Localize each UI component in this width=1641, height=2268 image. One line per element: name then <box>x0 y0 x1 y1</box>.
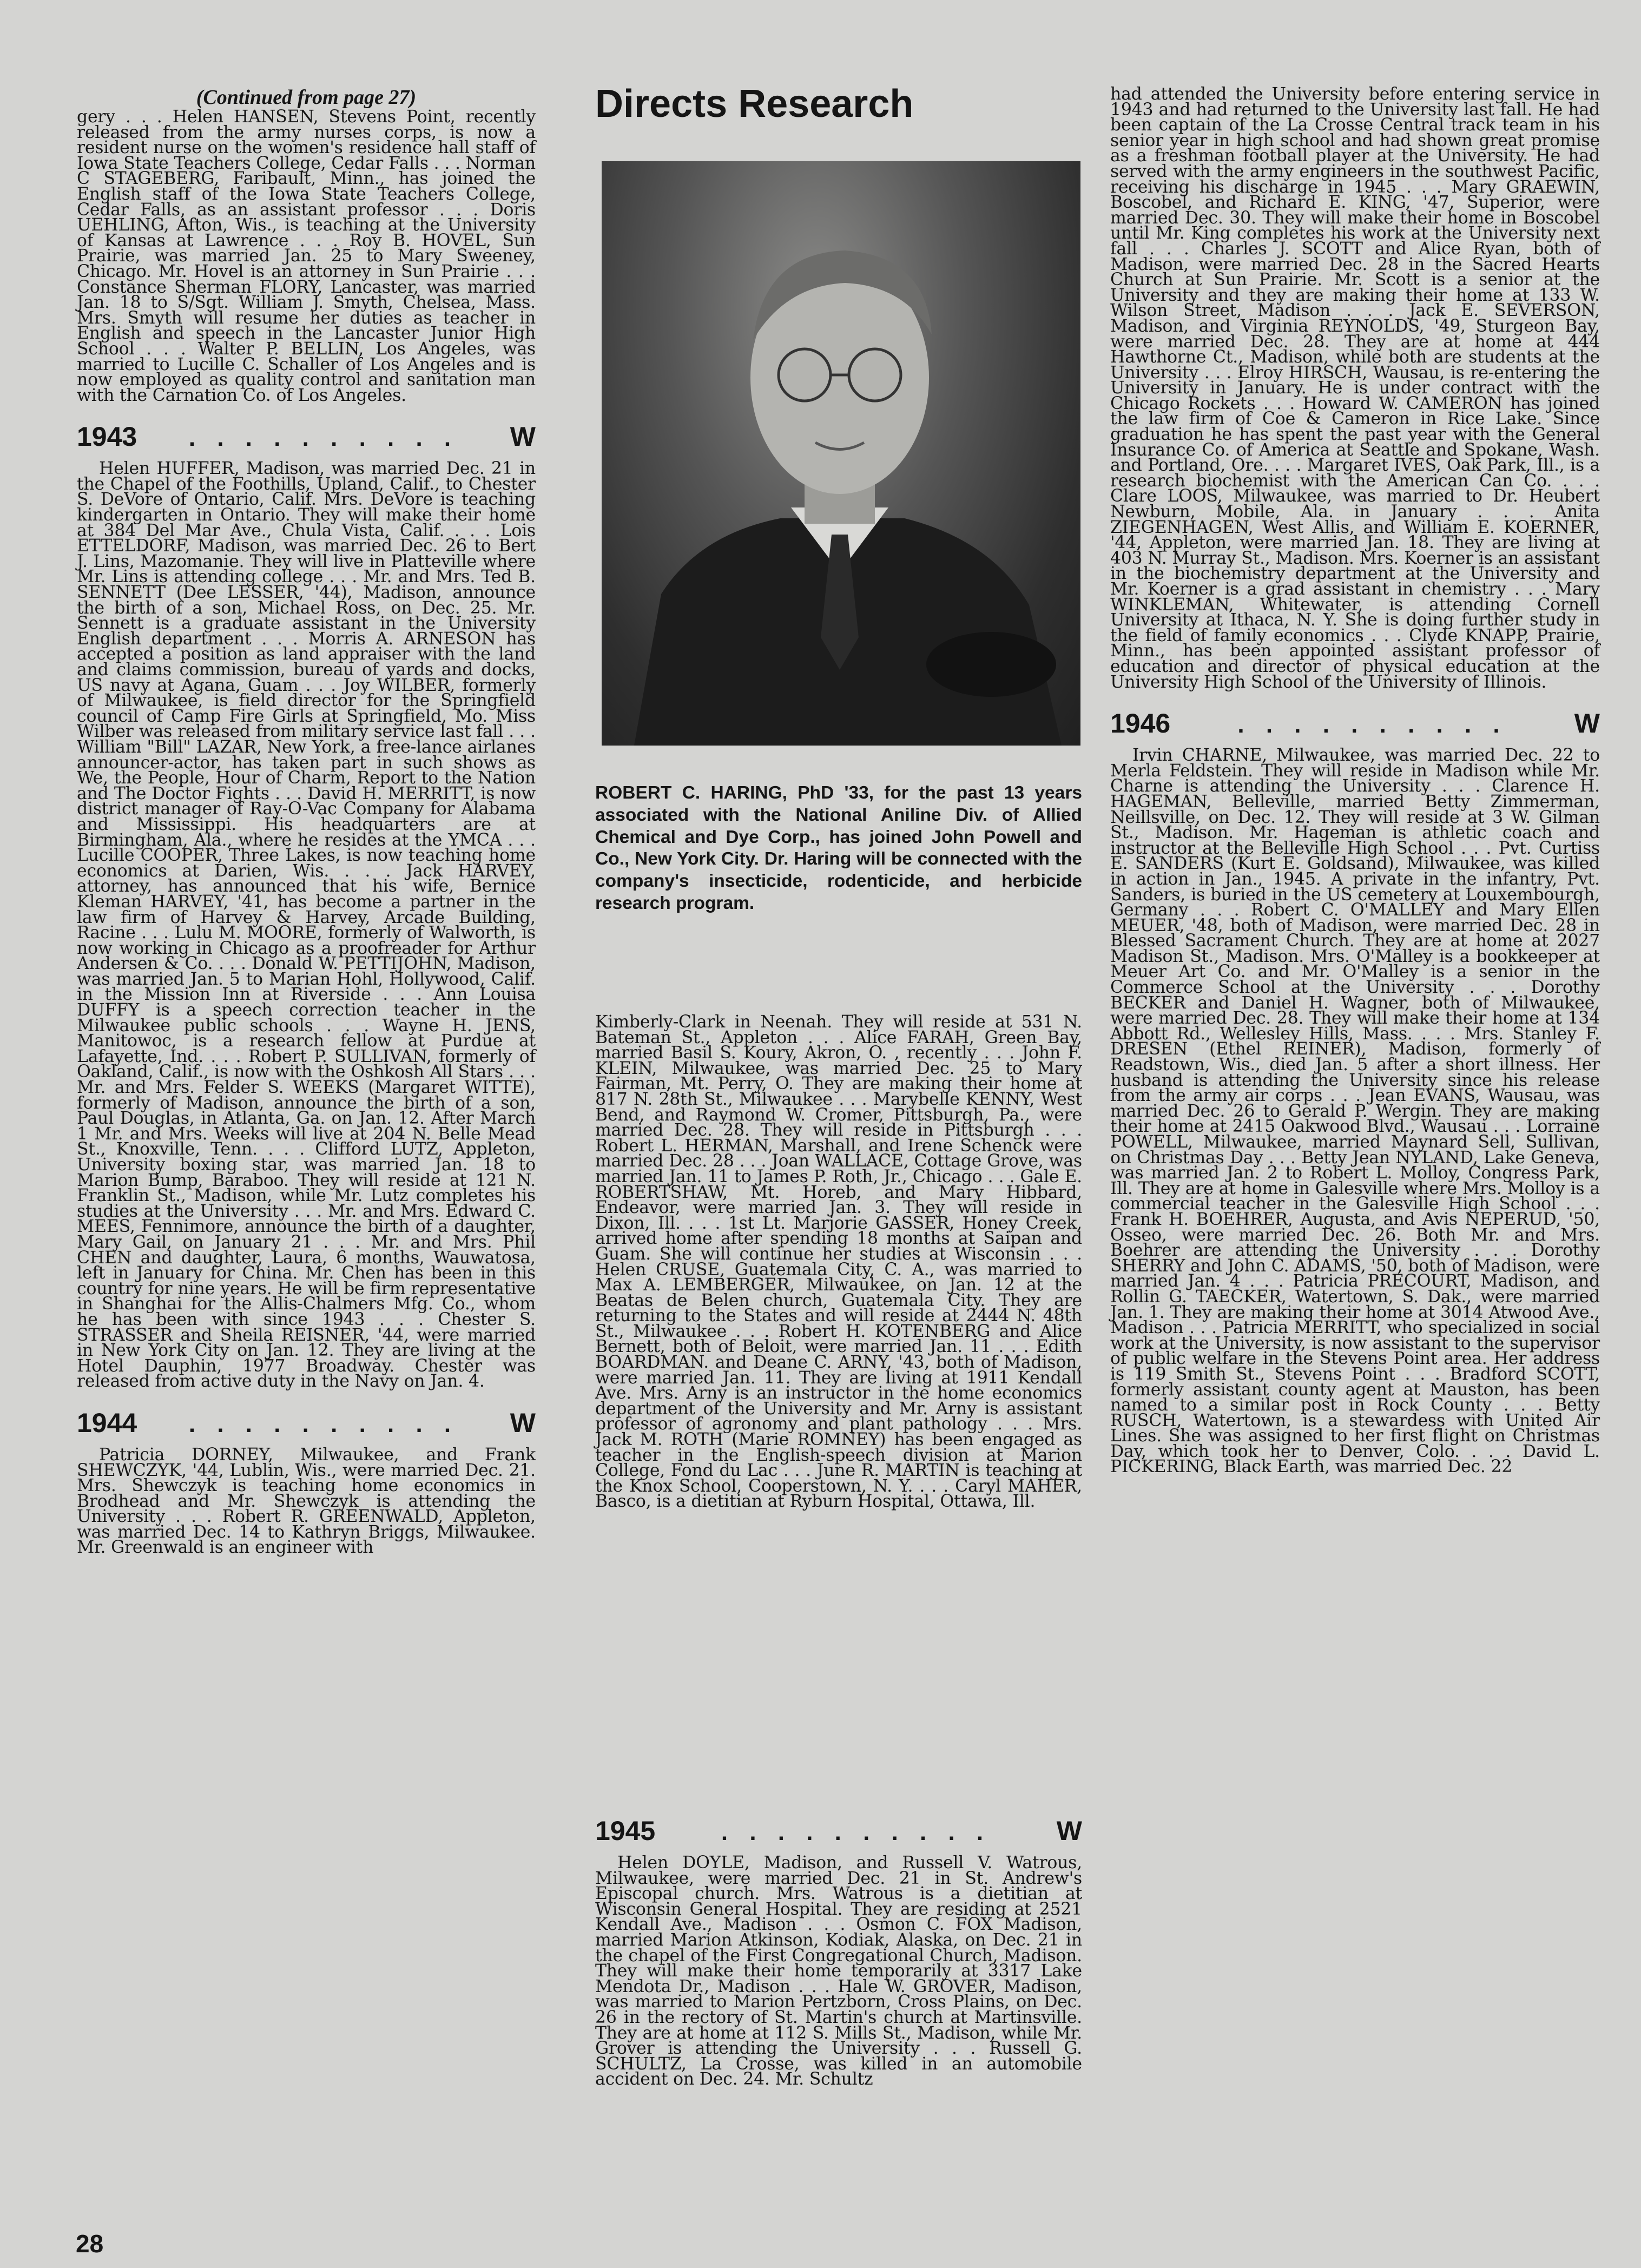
column-middle-continued <box>595 1012 1082 1512</box>
section-year: 1945 <box>595 1816 656 1846</box>
section-letter: W <box>1574 708 1600 739</box>
section-heading-1946 <box>1110 708 1600 740</box>
section-letter: W <box>510 1407 536 1438</box>
section-heading-1943 <box>77 421 536 453</box>
section-year: 1944 <box>77 1407 137 1438</box>
class-notes-1946: Irvin CHARNE, Milwaukee, was married Dec. 22 to Merla Feldstein. They will reside in Madison while Mr. Charne is attending the University . . . Clarence H. HAGEMAN, Belleville, married Betty Zimmerman, Neillsville, on Dec. 12. They will reside at 3 W. Gilman St., Madison. Mr. Hageman is athletic coach and instructor at the Belleville High School . . . Pvt. Curtiss E. SANDERS (Kurt E. Goldsand), Milwaukee, was killed in action in Jan., 1945. A private in the infantry, Pvt. Sanders, is buried in the US cemetery at Louxembourgh, Germany . . . Robert C. O'MALLEY and Mary Ellen MEUER, '48, both of Madison, were married Dec. 28 in Blessed Sacrament Church. They are at home at 2027 Madison St., Madison. Mrs. O'Malley is a bookkeeper at Meuer Art Co. and Mr. O'Malley is a senior in the Commerce School at the University . . . Dorothy BECKER and Daniel H. Wagner, both of Milwaukee, were married Dec. 28. They will make their home at 134 Abbott Rd., Wellesley Hills, Mass. . . . Mrs. Stanley F. DRESEN (Ethel REINER), Madison, formerly of Readstown, Wis., died Jan. 5 after a short illness. Her husband is attending the University since his release from the army air corps . . . Jean EVANS, Wausau, was married Dec. 26 to Gerald P. Wergin. They are making their home at 2415 Oakwood Blvd., Wausau . . . Lorraine POWELL, Milwaukee, married Maynard Sell, Sullivan, on Christmas Day . . . Betty Jean NYLAND, Lake Geneva, was married Jan. 2 to Robert L. Molloy, Congress Park, Ill. They are at home in Galesville where Mrs. Molloy is a commercial teacher in the Galesville High School . . . Frank H. BOEHRER, Augusta, and Avis NEPERUD, '50, Osseo, were married Dec. 26. Both Mr. and Mrs. Boehrer are attending the University . . . Dorothy SHERRY and John C. ADAMS, '50, both of Madison, were married Jan. 4 . . . Patricia PRECOURT, Madison, and Rollin G. TAECKER, Watertown, S. Dak., were married Jan. 1. They are making their home at 3014 Atwood Ave., Madison . . . Patricia MERRITT, who specialized in social work at the University, is now assistant to the supervisor of public welfare in the Stevens Point area. Her address is 119 Smith St., Stevens Point . . . Bradford SCOTT, formerly assistant county agent at Mauston, has been named to a similar post in Rock County . . . Betty RUSCH, Watertown, is a stewardess with United Air Lines. She was assigned to her first flight on Christmas Day, which took her to Denver, Colo. . . . David L. PICKERING, Black Earth, was married Dec. 22 <box>1110 746 1600 1477</box>
column-right <box>1110 84 1600 1477</box>
section-letter: W <box>510 421 536 452</box>
column-middle-1945 <box>595 1816 1082 2087</box>
section-dots: . . . . . . . . . . <box>188 425 459 452</box>
class-notes-1944: Patricia DORNEY, Milwaukee, and Frank SHEWCZYK, '44, Lublin, Wis., were married Dec. 21. Mrs. Shewczyk is teaching home economics in Brodhead and Mr. Shewczyk is attending the University . . . Robert R. GREENWALD, Appleton, was married Dec. 14 to Kathryn Briggs, Milwaukee. Mr. Greenwald is an engineer with <box>77 1445 536 1558</box>
section-year: 1943 <box>77 421 137 452</box>
section-dots: . . . . . . . . . . <box>1237 711 1507 739</box>
class-notes-1944-continued: Kimberly-Clark in Neenah. They will reside at 531 N. Bateman St., Appleton . . . Alice FARAH, Green Bay, married Basil S. Koury, Akron, O. , recently . . . John F. KLEIN, Milwaukee, was married Dec. 25 to Mary Fairman, Mt. Perry, O. They are making their home at 817 N. 28th St., Milwaukee . . . Marybelle KENNY, West Bend, and Raymond W. Cromer, Pittsburgh, Pa., were married Dec. 28. They will reside in Pittsburgh . . . Robert L. HERMAN, Marshall, and Irene Schenck were married Dec. 28 . . . Joan WALLACE, Cottage Grove, was married Jan. 11 to James P. Roth, Jr., Chicago . . . Gale E. ROBERTSHAW, Mt. Horeb, and Mary Hibbard, Endeavor, were married Jan. 3. They will reside in Dixon, Ill. . . . 1st Lt. Marjorie GASSER, Honey Creek, arrived home after spending 18 months at Saipan and Guam. She will continue her studies at Wisconsin . . . Helen CRUSE, Guatemala City, C. A., was married to Max A. LEMBERGER, Milwaukee, on Jan. 12 at the Beatas de Belen church, Guatemala City. They are returning to the States and will reside at 2444 N. 48th St., Milwaukee . . . Robert H. KOTENBERG and Alice Bernett, both of Beloit, were married Jan. 11 . . . Edith BOARDMAN. and Deane C. ARNY, '43, both of Madison, were married Jan. 11. They are living at 1911 Kendall Ave. Mrs. Arny is an instructor in the home economics department of the University and Mr. Arny is assistant professor of agronomy and plant pathology . . . Mrs. Jack M. ROTH (Marie ROMNEY) has been engaged as teacher in the English-speech division at Marion College, Fond du Lac . . . June R. MARTIN is teaching at the Knox School, Cooperstown, N. Y. . . . Caryl MAHER, Basco, is a dietitian at Ryburn Hospital, Ottawa, Ill. <box>595 1012 1082 1512</box>
section-heading-1945 <box>595 1816 1082 1848</box>
section-dots: . . . . . . . . . . <box>188 1410 459 1438</box>
section-year: 1946 <box>1110 708 1171 739</box>
photo-caption: ROBERT C. HARING, PhD '33, for the past 13 years associated with the National Aniline Div. of Allied Chemical and Dye Corp., has joined John Powell and Co., New York City. Dr. Haring will be connected with the company's insecticide, rodenticide, and herbicide research program. <box>595 783 1082 913</box>
continued-note: (Continued from page 27) <box>196 86 417 109</box>
article-headline: Directs Research <box>595 82 914 126</box>
portrait-photo <box>602 161 1080 746</box>
class-notes-1945-continued: had attended the University before entering service in 1943 and had returned to the University last fall. He had been captain of the La Crosse Central track team in his senior year in high school and had shown great promise as a freshman football player at the University. He had served with the army engineers in the southwest Pacific, receiving his discharge in 1945 . . . Mary GRAEWIN, Boscobel, and Richard E. KING, '47, Superior, were married Dec. 30. They will make their home in Boscobel until Mr. King completes his work at the University next fall . . . Charles J. SCOTT and Alice Ryan, both of Madison, were married Dec. 28 in the Sacred Hearts Church at Sun Prairie. Mr. Scott is a senior at the University and they are making their home at 133 W. Wilson Street, Madison . . . Jack E. SEVERSON, Madison, and Virginia REYNOLDS, '49, Sturgeon Bay, were married Dec. 28. They are at home at 444 Hawthorne Ct., Madison, while both are students at the University . . . Elroy HIRSCH, Wausau, is re-entering the University in January. He is under contract with the Chicago Rockets . . . Howard W. CAMERON has joined the law firm of Coe & Cameron in Rice Lake. Since graduation he has spent the past year with the General Insurance Co. of America at Seattle and Spokane, Wash. and Portland, Ore. . . . Margaret IVES, Oak Park, Ill., is a research biochemist with the American Can Co. . . . Clare LOOS, Milwaukee, was married to Dr. Heubert Newburn, Mobile, Ala. in January . . . Anita ZIEGENHAGEN, West Allis, and William E. KOERNER, '44, Appleton, were married Jan. 18. They are living at 403 N. Murray St., Madison. Mrs. Koerner is an assistant in the biochemistry department at the University and Mr. Koerner is a grad assistant in chemistry . . . Mary WINKLEMAN, Whitewater, is attending Cornell University at Ithaca, N. Y. She is doing further study in the field of family economics . . . Clyde KNAPP, Prairie, Minn., has been appointed assistant professor of education and director of physical education at the University High School of the University of Illinois. <box>1110 84 1600 692</box>
column-left <box>77 86 536 1558</box>
page-number: 28 <box>76 2230 104 2258</box>
class-notes-1945: Helen DOYLE, Madison, and Russell V. Watrous, Milwaukee, were married Dec. 21 in St. Andrew's Episcopal church. Mrs. Watrous is a dietitian at Wisconsin General Hospital. They are residing at 2521 Kendall Ave., Madison . . . Osmon C. FOX Madison, married Marion Atkinson, Kodiak, Alaska, on Dec. 21 in the chapel of the First Congregational Church, Madison. They will make their home temporarily at 3317 Lake Mendota Dr., Madison . . . Hale W. GROVER, Madison, was married to Marion Pertzborn, Cross Plains, on Dec. 26 in the rectory of St. Martin's church at Martinsville. They are at home at 112 S. Mills St., Madison, while Mr. Grover is attending the University . . . Russell G. SCHULTZ, La Crosse, was killed in an automobile accident on Dec. 24. Mr. Schultz <box>595 1853 1082 2089</box>
section-letter: W <box>1056 1816 1082 1846</box>
section-heading-1944 <box>77 1408 536 1440</box>
intro-paragraph: gery . . . Helen HANSEN, Stevens Point, recently released from the army nurses corps, is now a resident nurse on the women's residence hall staff of Iowa State Teachers College, Cedar Falls . . . Norman C STAGEBERG, Faribault, Minn., has joined the English staff of the Iowa State Teachers College, Cedar Falls, as an assistant professor . . . Doris UEHLING, Afton, Wis., is teaching at the University of Kansas at Lawrence . . . Roy B. HOVEL, Sun Prairie, was married Jan. 25 to Mary Sweeney, Chicago. Mr. Hovel is an attorney in Sun Prairie . . . Constance Sherman FLORY, Lancaster, was married Jan. 18 to S/Sgt. William J. Smyth, Chelsea, Mass. Mrs. Smyth will resume her duties as teacher in English and speech in the Lancaster Junior High School . . . Walter P. BELLIN, Los Angeles, was married to Lucille C. Schaller of Los Angeles and is now employed as quality control and sanitation man with the Carnation Co. of Los Angeles. <box>77 107 536 405</box>
section-dots: . . . . . . . . . . <box>721 1819 991 1845</box>
class-notes-1943: Helen HUFFER, Madison, was married Dec. 21 in the Chapel of the Foothills, Upland, Calif., to Chester S. DeVore of Ontario, Calif. Mrs. DeVore is teaching kindergarten in Ontario. They will make their home at 384 Del Mar Ave., Chula Vista, Calif. . . . Lois ETTELDORF, Madison, was married Dec. 26 to Bert J. Lins, Mazomanie. They will live in Platteville where Mr. Lins is attending college . . . Mr. and Mrs. Ted B. SENNETT (Dee LESSER, '44), Madison, announce the birth of a son, Michael Ross, on Dec. 25. Mr. Sennett is a graduate assistant in the University English department . . . Morris A. ARNESON has accepted a position as land appraiser with the land and claims commission, bureau of yards and docks, US navy at Agana, Guam . . . Joy WILBER, formerly of Milwaukee, is field director for the Springfield council of Camp Fire Girls at Springfield, Mo. Miss Wilber was released from military service last fall . . . William "Bill" LAZAR, New York, a free-lance airlanes announcer-actor, has taken part in such shows as We, the People, Hour of Charm, Report to the Nation and The Doctor Fights . . . David H. MERRITT, is now district manager of Ray-O-Vac Company for Alabama and Mississippi. His headquarters are at Birmingham, Ala., where he resides at the YMCA . . . Lucille COOPER, Three Lakes, is now teaching home economics at Darien, Wis. . . . Jack HARVEY, attorney, has announced that his wife, Bernice Kleman HARVEY, '41, has become a partner in the law firm of Harvey & Harvey, Arcade Building, Racine . . . Lulu M. MOORE, formerly of Walworth, is now working in Chicago as a proofreader for Arthur Andersen & Co. . . . Donald W. PETTIJOHN, Madison, was married Jan. 5 to Marian Hohl, Hollywood, Calif. in the Mission Inn at Riverside . . . Ann Louisa DUFFY is a speech correction teacher in the Milwaukee public schools . . . Wayne H. JENS, Manitowoc, is a research fellow at Purdue at Lafayette, Ind. . . . Robert P. SULLIVAN, formerly of Oakland, Calif., is now with the Oshkosh All Stars . . . Mr. and Mrs. Felder S. WEEKS (Margaret WITTE), formerly of Madison, announce the birth of a son, Paul Douglas, in Atlanta, Ga. on Jan. 12. After March 1 Mr. and Mrs. Weeks will live at 204 N. Belle Mead St., Knoxville, Tenn. . . . Clifford LUTZ, Appleton, University boxing star, was married Jan. 18 to Marion Bump, Baraboo. They will reside at 121 N. Franklin St., Madison, while Mr. Lutz completes his studies at the University . . . Mr. and Mrs. Edward C. MEES, Fennimore, announce the birth of a daughter, Mary Gail, on January 21 . . . Mr. and Mrs. Phil CHEN and daughter, Laura, 6 months, Wauwatosa, left in January for China. Mr. Chen has been in this country for nine years. He will be firm representative in Shanghai for the Allis-Chalmers Mfg. Co., whom he has been with since 1943 . . . Chester S. STRASSER and Sheila REISNER, '44, were married in New York City on Jan. 12. They are living at the Hotel Dauphin, 1977 Broadway. Chester was released from active duty in the Navy on Jan. 4. <box>77 459 536 1392</box>
